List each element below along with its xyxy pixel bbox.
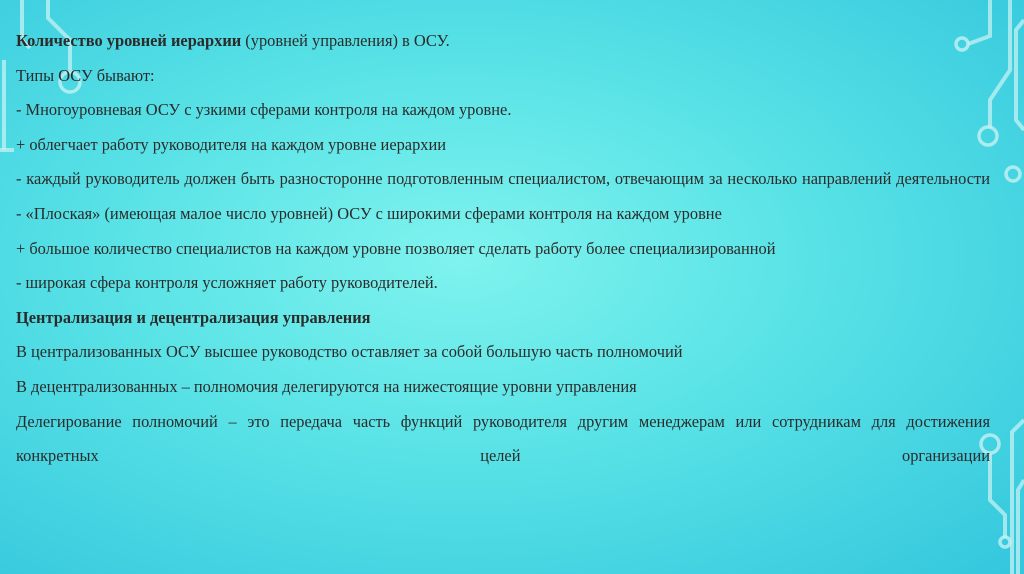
decentralized-description: В децентрализованных – полномочия делегируются на нижестоящие уровни управления	[16, 376, 637, 396]
circuit-trace	[990, 454, 1005, 538]
slide-text	[16, 24, 990, 474]
circuit-node	[1000, 537, 1010, 547]
hierarchy-heading-rest: (уровней управления) в ОСУ.	[241, 31, 450, 50]
circuit-trace	[1018, 480, 1024, 574]
flat-type: - «Плоская» (имеющая малое число уровней) ОСУ с широкими сферами контроля на каждом уровне	[16, 203, 722, 223]
flat-advantage: + большое количество специалистов на каждом уровне позволяет сделать работу более специализированной	[16, 238, 776, 258]
types-intro: Типы ОСУ бывают:	[16, 65, 155, 85]
delegation-definition: Делегирование полномочий – это передача часть функций руководителя другим менеджерам или сотрудникам для достижения конкретных целей организации	[16, 411, 990, 466]
centralization-heading-line	[16, 301, 990, 336]
flat-disadvantage: - широкая сфера контроля усложняет работу руководителей.	[16, 273, 438, 293]
centralized-description: В централизованных ОСУ высшее руководство оставляет за собой большую часть полномочий	[16, 342, 683, 362]
multi-level-advantage: + облегчает работу руководителя на каждом уровне иерархии	[16, 134, 447, 154]
hierarchy-heading: Количество уровней иерархии	[16, 31, 242, 50]
circuit-trace	[1016, 20, 1024, 130]
centralization-heading: Централизация и децентрализация управления	[16, 307, 371, 327]
circuit-trace	[990, 0, 1010, 128]
multi-level-disadvantage: - каждый руководитель должен быть разносторонне подготовленным специалистом, отвечающим за несколько направлений деятельности	[16, 169, 990, 189]
multi-level-type: - Многоуровневая ОСУ с узкими сферами контроля на каждом уровне.	[16, 100, 512, 120]
circuit-node	[1006, 167, 1020, 181]
hierarchy-levels-line	[16, 24, 990, 59]
